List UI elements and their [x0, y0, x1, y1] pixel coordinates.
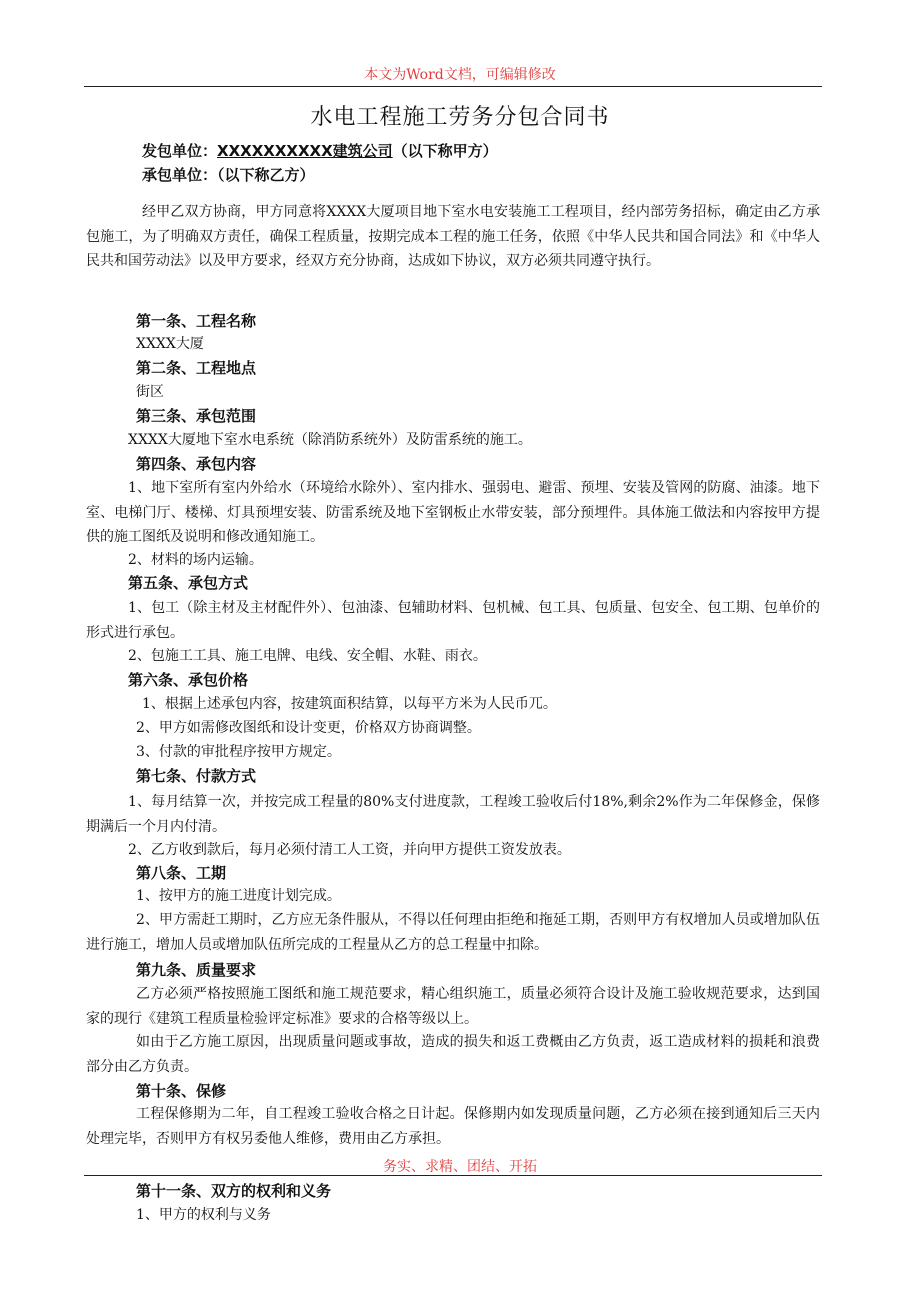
header-rule [84, 86, 822, 87]
article-1-heading: 第一条、工程名称 [136, 312, 257, 330]
article-7-item-2: 2、乙方收到款后，每月必须付清工人工资，并向甲方提供工资发放表。 [128, 842, 571, 858]
article-8-heading: 第八条、工期 [136, 864, 227, 882]
party-a-suffix: （以下称甲方） [392, 142, 498, 160]
article-6-heading: 第六条、承包价格 [128, 671, 249, 689]
article-7-heading: 第七条、付款方式 [136, 767, 257, 785]
article-5-item-1: 1、包工（除主材及主材配件外）、包油漆、包辅助材料、包机械、包工具、包质量、包安全、包工期、包单价的形式进行承包。 [86, 600, 820, 641]
article-8-item-2: 2、甲方需赶工期时，乙方应无条件服从，不得以任何理由拒绝和拖延工期，否则甲方有权增加人员或增加队伍进行施工，增加人员或增加队伍所完成的工程量从乙方的总工程量中扣除。 [86, 912, 820, 953]
article-3-heading: 第三条、承包范围 [136, 407, 257, 425]
article-9-paragraph-1: 乙方必须严格按照施工图纸和施工规范要求，精心组织施工，质量必须符合设计及施工验收规范要求，达到国家的现行《建筑工程质量检验评定标准》要求的合格等级以上。 [86, 986, 820, 1027]
article-7-item-1: 1、每月结算一次，并按完成工程量的80%支付进度款，工程竣工验收后付18%,剩余2%作为二年保修金，保修期满后一个月内付清。 [86, 794, 820, 835]
article-8-item-1: 1、按甲方的施工进度计划完成。 [136, 888, 341, 904]
article-3-text: XXXX大厦地下室水电系统（除消防系统外）及防雷系统的施工。 [128, 432, 532, 448]
intro-paragraph: 经甲乙双方协商，甲方同意将XXXX大厦项目地下室水电安装施工工程项目，经内部劳务招标，确定由乙方承包施工，为了明确双方责任，确保工程质量，按期完成本工程的施工任务，依照《中华人民共和国合同法》和《中华人民共和国劳动法》以及甲方要求，经双方充分协商，达成如下协议，双方必须共同遵守执行。 [86, 204, 820, 269]
article-11-item-1: 1、甲方的权利与义务 [136, 1207, 271, 1223]
article-10-heading: 第十条、保修 [136, 1082, 227, 1100]
party-b-suffix: （以下称乙方） [217, 166, 315, 184]
article-6-item-2: 2、甲方如需修改图纸和设计变更，价格双方协商调整。 [136, 720, 481, 736]
article-9-paragraph-2: 如由于乙方施工原因，出现质量问题或事故，造成的损失和返工费概由乙方负责，返工造成材料的损耗和浪费部分由乙方负责。 [86, 1034, 820, 1075]
article-10-paragraph-1: 工程保修期为二年，自工程竣工验收合格之日计起。保修期内如发现质量问题，乙方必须在接到通知后三天内处理完毕，否则甲方有权另委他人维修，费用由乙方承担。 [86, 1106, 820, 1147]
article-5-item-2: 2、包施工工具、施工电牌、电线、安全帽、水鞋、雨衣。 [128, 648, 487, 664]
article-11-heading: 第十一条、双方的权利和义务 [136, 1182, 332, 1200]
article-9-heading: 第九条、质量要求 [136, 961, 257, 979]
footer-note: 务实、求精、团结、开拓 [383, 1159, 537, 1175]
article-4-heading: 第四条、承包内容 [136, 455, 257, 473]
article-1-text: XXXX大厦 [136, 336, 204, 352]
article-2-text: 街区 [136, 384, 164, 400]
article-6-item-1: 1、根据上述承包内容，按建筑面积结算，以每平方米为人民币兀。 [142, 696, 557, 712]
article-4-item-2: 2、材料的场内运输。 [128, 552, 263, 568]
footer-rule [84, 1175, 822, 1176]
article-2-heading: 第二条、工程地点 [136, 359, 257, 377]
document-title: 水电工程施工劳务分包合同书 [310, 105, 610, 130]
article-5-heading: 第五条、承包方式 [128, 574, 249, 592]
party-b-line [142, 164, 315, 185]
header-note: 本文为Word文档，可编辑修改 [364, 67, 556, 83]
party-b-label: 承包单位： [142, 166, 218, 184]
party-a-line [142, 140, 498, 161]
article-6-item-3: 3、付款的审批程序按甲方规定。 [136, 744, 341, 760]
article-4-item-1: 1、地下室所有室内外给水（环境给水除外）、室内排水、强弱电、避雷、预埋、安装及管网的防腐、油漆。地下室、电梯门厅、楼梯、灯具预埋安装、防雷系统及地下室钢板止水带安装，部分预埋件。具体施工做法和内容按甲方提供的施工图纸及说明和修改通知施工。 [86, 480, 820, 545]
party-a-label: 发包单位： [142, 142, 218, 160]
party-a-name: XXXXXXXXXX建筑公司 [217, 142, 393, 160]
